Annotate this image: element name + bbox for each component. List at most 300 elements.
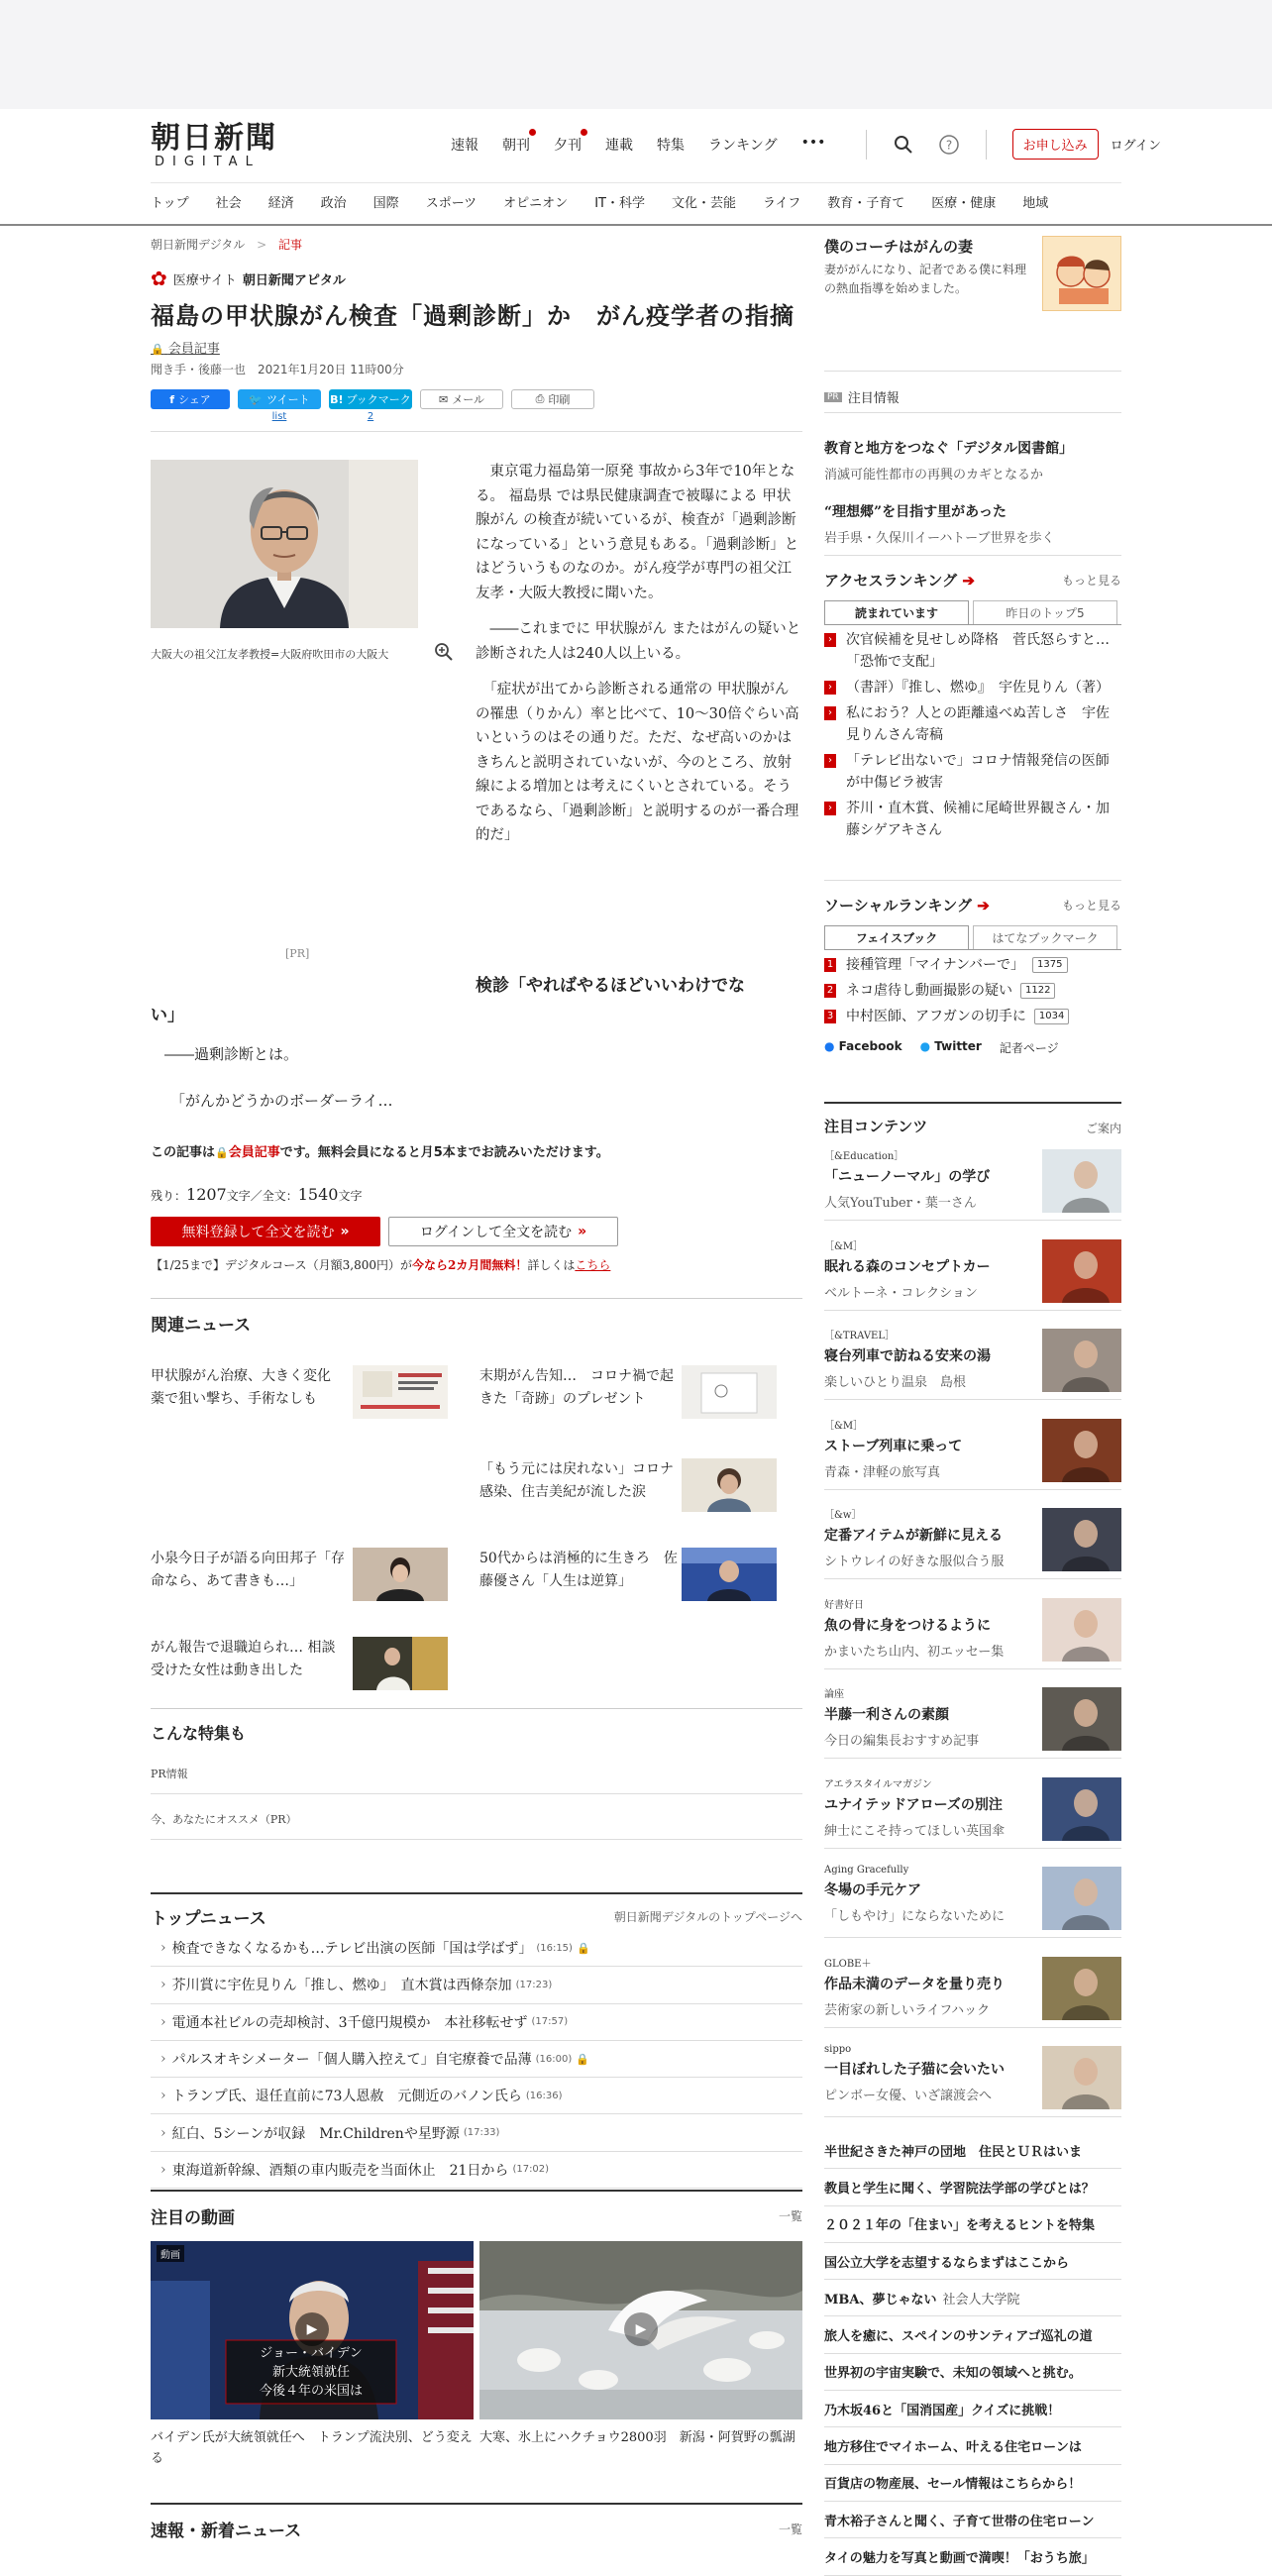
top-news-more-link[interactable]: 朝日新聞デジタルのトップページへ [613,1910,802,1924]
news-flash-more-link[interactable]: 一覧 [778,2522,802,2536]
chevron-right-icon: › [160,1940,166,1957]
remain-unit: 文字 [338,1189,363,1203]
top-ad-space [0,0,1272,109]
digital-highlight: 今なら2カ月間無料！ [411,1258,528,1272]
coach-illustration [1042,236,1121,311]
topnav-item[interactable] [708,135,778,155]
paywall-notice [151,1141,609,1160]
article-paragraph: ――これまでに 甲状腺がん またはがんの疑いと診断された人は240人以上いる。 [476,621,801,662]
main-nav-item[interactable]: IT・科学 [594,196,645,211]
access-ranking-item[interactable] [824,677,1121,698]
social-ranking [824,880,1121,1056]
top-news-item[interactable] [151,2004,802,2041]
sponsored-link-title: 旅人を癒に、スペインのサンティアゴ巡礼の道 [824,2329,1093,2345]
top-news-time: (16:00) [535,2053,573,2065]
search-icon[interactable] [891,132,916,158]
sponsored-link-title: タイの魅力を写真と動画で満喫！「おうち旅」 [824,2550,1095,2566]
features-heading: こんな特集も [151,1708,802,1744]
play-icon[interactable]: ▶ [624,2312,658,2346]
ranking-title: 中村医師、アフガンの切手に [846,1009,1026,1024]
content-subtitle: ピンボー女優、いざ譲渡会へ [824,2089,993,2103]
play-icon[interactable]: ▶ [295,2312,329,2346]
login-read-button[interactable] [388,1217,618,1246]
rank-marker-icon: › [824,754,836,768]
content-subtitle: 「しもやけ」にならないために [824,1909,1006,1924]
related-news-item[interactable] [479,1365,777,1425]
pr-tag: PR [824,392,842,402]
breadcrumb-sep: > [257,238,267,252]
hatena-count[interactable]: 2 [367,411,374,422]
chevron-right-icon: › [160,2013,166,2030]
access-ranking-item[interactable] [824,702,1121,746]
lock-icon: 🔒 [576,1941,590,1955]
related-news-item[interactable] [479,1548,777,1607]
featured-content-item[interactable] [824,1321,1121,1400]
related-news-item[interactable] [151,1365,448,1425]
tweet-label: ツイート [266,393,310,406]
featured-content-item[interactable] [824,1500,1121,1579]
content-subtitle: 青森・津軽の旅写真 [824,1464,941,1480]
article-photo[interactable] [151,460,418,628]
member-badge[interactable] [151,338,802,357]
sponsored-link-note: 社会人大学院 [942,2292,1020,2308]
zoom-icon[interactable] [434,642,454,666]
content-subtitle: 人気YouTuber・葉一さん [824,1196,977,1211]
login-read-label: ログインして全文を読む [419,1225,573,1240]
main-nav-item[interactable]: 政治 [320,196,347,211]
social-ranking-item[interactable] [824,954,1121,976]
videos-more-link[interactable]: 一覧 [778,2209,802,2223]
featured-content-item[interactable] [824,2038,1121,2117]
top-news-title: 東海道新幹線、酒類の車内販売を当面休止 21日から [171,2162,509,2179]
social-ranking-list [824,954,1121,1027]
top-news-item[interactable] [151,2041,802,2078]
featured-content-item[interactable] [824,1590,1121,1669]
rank-marker-icon: › [824,633,836,647]
lock-icon: 🔒 [215,1146,229,1159]
divider [866,130,867,160]
sponsor-line[interactable] [151,267,802,290]
content-title: 作品未満のデータを量り売り [824,1976,1005,1992]
topnav-label: ランキング [708,138,778,154]
hatena-label: ブックマーク [346,393,411,406]
facebook-share-button[interactable] [151,389,230,409]
reporter-page-link[interactable]: 記者ページ [999,1041,1059,1055]
featured-content-item[interactable] [824,1679,1121,1759]
sponsored-link[interactable] [824,2169,1121,2205]
main-nav-item[interactable]: オピニオン [503,196,569,211]
related-news-item[interactable] [479,1458,777,1518]
content-thumbnail [1042,1598,1121,1662]
featured-contents-title: 注目コンテンツ [824,1118,928,1135]
member-badge-label: 会員記事 [167,342,220,357]
top-news-time: (17:33) [463,2127,500,2139]
header-actions [852,129,1161,160]
news-flash-title: 速報・新着ニュース [151,2522,302,2541]
related-news-title: 「もう元には戻れない」コロナ感染、住吉美紀が流した涙 [479,1461,674,1500]
article-paragraph: 東京電力福島第一原発 事故から3年で10年となる。 福島県 では県民健康調査で被曝による 甲状腺がん の検査が続いているが、検査が「過剰診断になっている」という意見もある。「過剰診断」とはどういうものなのか。がん疫学が専門の祖父江友孝・大阪大教授に聞いた。 [476,464,799,601]
video-overlay-text: ジョー・バイデン 新大統領就任 今後４年の米国は [259,2346,363,2399]
top-news-item[interactable] [151,1967,802,2003]
answer-teaser: 「がんかどうかのボーダーライ… [170,1092,393,1110]
featured-content-item[interactable] [824,1949,1121,2028]
topnav-label: ••• [800,135,826,151]
content-thumbnail [1042,1419,1121,1482]
main-nav-item[interactable]: ライフ [762,196,801,211]
content-thumbnail [1042,1687,1121,1751]
arrow-right-icon: ➔ [977,897,990,914]
rank-marker-icon: › [824,681,836,695]
social-tabs [824,925,1121,950]
related-news-thumbnail [353,1637,448,1690]
content-tag: 論座 [824,1689,844,1700]
related-news-thumbnail [682,1365,777,1419]
top-news-item[interactable] [151,1930,802,1967]
content-subtitle: 紳士にこそ持ってほしい英国傘 [824,1823,1006,1839]
remain-count: 1207 [186,1185,227,1204]
promo-item[interactable] [824,501,1121,546]
related-news-item[interactable] [151,1548,448,1607]
remain-label: 残り： [151,1189,187,1203]
tab-facebook[interactable]: フェイスブック [824,925,969,949]
content-title: 冬場の手元ケア [824,1882,921,1898]
sponsored-link[interactable] [824,2243,1121,2280]
content-title: 一目ぼれした子猫に会いたい [824,2062,1005,2078]
access-ranking [824,555,1121,841]
tab-hatena[interactable]: はてなブックマーク [973,925,1117,949]
signup-button[interactable]: お申し込み [1012,129,1099,160]
topnav-item[interactable] [801,135,826,155]
content-thumbnail [1042,2046,1121,2109]
breadcrumb-home[interactable]: 朝日新聞デジタル [151,238,246,252]
print-button[interactable] [511,389,594,409]
sidebar [824,236,1121,2566]
promo-sub: 岩手県・久保川イーハトーブ世界を歩く [824,531,1055,546]
tab-yesterday-top5[interactable]: 昨日のトップ5 [973,600,1117,624]
sponsored-link-title: ２０２１年の「住まい」を考えるヒントを特集 [824,2218,1096,2234]
remaining-chars [151,1185,362,1204]
sponsored-link[interactable] [824,2280,1121,2316]
pr-label: [PR] [285,947,310,960]
sponsored-link-title: 教員と学生に聞く、学習院法学部の学びとは？ [824,2181,1095,2197]
social-ranking-heading [824,895,1121,915]
content-title: ストーブ列車に乗って [824,1438,963,1454]
main-nav-item[interactable]: 教育・子育て [827,196,905,211]
videos-title: 注目の動画 [151,2208,235,2228]
featured-content-item[interactable] [824,1232,1121,1311]
access-ranking-item[interactable] [824,629,1121,673]
divider [986,130,987,160]
content-title: ユナイテッドアローズの別注 [824,1796,1003,1813]
content-thumbnail [1042,1329,1121,1392]
related-news-title: 50代からは消極的に生きろ 佐藤優さん「人生は逆算」 [479,1551,678,1589]
top-nav [451,135,849,155]
twitter-link-label: Twitter [934,1039,982,1053]
free-register-button[interactable] [151,1217,380,1246]
tab-most-read[interactable]: 読まれています [824,600,969,624]
digital-link[interactable]: こちら [575,1258,611,1272]
rank-number: 2 [824,984,836,998]
promo-title: 教育と地方をつなぐ「デジタル図書館」 [824,441,1074,457]
help-icon[interactable] [936,132,962,158]
ranking-title: （書評）『推し、燃ゆ』 宇佐見りん（著） [846,680,1110,696]
content-subtitle: シトウレイの好きな服似合う服 [824,1555,1005,1569]
hatena-bookmark-button[interactable] [329,389,412,422]
double-chevron-icon: » [340,1224,350,1239]
digital-pre: 【1/25まで】デジタルコース（月額3,800円）が [151,1258,412,1272]
site-header [0,109,1272,226]
access-more-link[interactable]: もっと見る [1061,574,1121,588]
rank-number: 3 [824,1010,836,1023]
sponsored-link-title: 世界初の宇宙実験で、未知の領域へと挑む。 [824,2366,1082,2382]
twitter-icon: ● [919,1039,931,1053]
related-news-item[interactable] [151,1637,448,1696]
byline: 聞き手・後藤一也 2021年1月20日 11時00分 [151,363,404,376]
divider [151,431,802,432]
social-ranking-item[interactable] [824,980,1121,1002]
main-nav [151,192,1075,211]
top-news-item[interactable] [151,2114,802,2151]
top-news-item[interactable] [151,2152,802,2189]
article-paragraph: 「症状が出てから診断される通常の 甲状腺がん の罹患（りかん）率と比べて、10～30倍ぐらい高いというのはその通りだ。ただ、なぜ高いのかはきちんと説明されていないが、今のところ、放射線による増加とは考えにくいとされている。そうであるなら、「過剰診断」と説明するのが一番合理的だ」 [476,682,799,843]
related-news-title: 甲状腺がん治療、大きく変化 薬で狙い撃ち、手術なしも [151,1368,345,1407]
mail-button[interactable] [420,389,503,409]
content-thumbnail [1042,1239,1121,1303]
content-thumbnail [1042,1957,1121,2020]
topnav-label: 連載 [605,138,633,154]
article-column [151,236,802,2541]
ranking-title: 芥川・直木賞、候補に尾崎世界観さん・加藤シゲアキさん [846,801,1110,838]
related-news-thumbnail [682,1458,777,1512]
content-tag: sippo [824,2044,852,2055]
social-links [824,1039,1121,1056]
share-count: 1375 [1032,957,1067,973]
access-ranking-title: アクセスランキング [824,572,958,590]
share-count: 1034 [1034,1009,1069,1024]
ranking-title: 「テレビ出ないで」コロナ情報発信の医師が中傷ビラ被害 [846,753,1110,791]
video-thumbnail[interactable] [151,2241,474,2419]
hatena-icon: B! [330,392,344,406]
main-nav-item[interactable]: 国際 [372,196,399,211]
top-news-item[interactable] [151,2078,802,2114]
breadcrumb [151,236,802,253]
content-thumbnail [1042,1149,1121,1213]
rank-number: 1 [824,958,836,972]
breadcrumb-current[interactable]: 記事 [278,238,303,252]
facebook-icon: f [169,392,174,406]
apital-logo-icon: ✿ [151,267,167,290]
featured-contents-heading [824,1102,1121,1136]
digital-post: 詳しくは [527,1258,576,1272]
sponsored-link[interactable] [824,2502,1121,2538]
top-news-time: (16:36) [525,2090,563,2101]
facebook-link[interactable] [824,1039,902,1056]
chevron-right-icon: › [160,2124,166,2141]
sponsored-link[interactable] [824,2427,1121,2464]
social-more-link[interactable]: もっと見る [1061,899,1121,912]
sponsored-link-title: MBA、夢じゃない [824,2292,937,2308]
main-nav-item[interactable]: 経済 [267,196,294,211]
svg-text:?: ? [945,138,952,152]
coach-promo[interactable] [824,236,1121,315]
sponsored-link[interactable] [824,2206,1121,2243]
social-ranking-item[interactable] [824,1006,1121,1027]
facebook-icon: ● [824,1039,835,1053]
notice-section [824,371,1121,406]
digital-course-promo [151,1256,610,1273]
lock-icon: 🔒 [576,2052,589,2066]
content-tag: Aging Gracefully [824,1865,909,1876]
tweet-button[interactable] [238,389,321,422]
ranking-title: ネコ虐待し動画撮影の疑い [846,983,1012,999]
top-news-title: 検査できなくなるかも…テレビ出演の医師「国は学ばず」 [171,1941,533,1958]
facebook-share-label: シェア [178,393,211,406]
featured-content-item[interactable] [824,1411,1121,1490]
login-button[interactable]: ログイン [1110,139,1161,154]
coach-title: 僕のコーチはがんの妻 [824,238,974,256]
lock-icon: 🔒 [151,343,164,356]
video-thumbnail[interactable] [479,2241,802,2419]
sponsored-link-title: 乃木坂46と「国消国産」クイズに挑戦！ [824,2403,1061,2418]
sponsored-link[interactable] [824,2538,1121,2575]
paywall-post: です。無料会員になると月5本までお読みいただけます。 [279,1145,609,1160]
twitter-icon: 🐦 [249,392,264,406]
sponsored-link[interactable] [824,2391,1121,2427]
video-tag: 動画 [157,2245,184,2262]
featured-contents-guide[interactable]: ご案内 [1085,1122,1121,1135]
video-caption[interactable]: 大寒、氷上にハクチョウ2800羽 新潟・阿賀野の瓢湖 [479,2430,795,2445]
top-news-title: 電通本社ビルの売却検討、3千億円規模か 本社移転せず [171,2014,528,2031]
logo-sub: DIGITAL [155,155,261,169]
content-tag: 好書好日 [824,1599,864,1611]
access-ranking-list [824,629,1121,841]
topnav-item[interactable] [554,135,582,155]
paywall-pre: この記事は [151,1145,216,1160]
logo-main: 朝日新聞 [151,121,277,156]
sponsored-link-title: 国公立大学を志望するならまずはここから [824,2255,1070,2271]
sponsored-link[interactable] [824,2354,1121,2391]
content-thumbnail [1042,1508,1121,1571]
video-caption[interactable]: バイデン氏が大統領就任へ トランプ流決別、どう変える [151,2430,473,2466]
content-title: 定番アイテムが新鮮に見える [824,1528,1004,1544]
new-dot-icon [529,129,536,136]
related-news-thumbnail [353,1365,448,1419]
content-title: 眠れる森のコンセプトカー [824,1258,991,1275]
top-news-time: (17:23) [515,1979,553,1990]
content-subtitle: かまいたち山内、初エッセー集 [824,1644,1005,1660]
facebook-link-label: Facebook [838,1039,902,1053]
site-logo[interactable] [151,123,279,169]
chevron-right-icon: › [160,1977,166,1993]
content-tag: ［&Education］ [824,1151,904,1162]
print-label: 印刷 [548,393,571,406]
nav-divider [151,182,1121,183]
share-bar [151,389,802,422]
ranking-title: 接種管理「マイナンバーで」 [846,957,1025,973]
content-tag: ［&M］ [824,1240,864,1252]
related-news-title: 末期がん告知… コロナ禍で起きた「奇跡」のプレゼント [479,1368,674,1407]
chevron-right-icon: › [160,2051,166,2068]
featured-content-item[interactable] [824,1141,1121,1221]
content-tag: アエラスタイルマガジン [824,1778,932,1790]
content-tag: ［&w］ [824,1510,862,1521]
sponsored-link-title: 青木裕子さんと聞く、子育て世帯の住宅ローン [824,2514,1095,2529]
top-news-heading [151,1892,802,1929]
ranking-title: 私におう？人との距離遠べぬ苦しさ 宇佐見りんさん寄稿 [846,705,1110,743]
top-news-title: トップニュース [151,1909,266,1929]
topnav-label: 夕刊 [554,138,582,154]
content-title: 魚の骨に身をつけるように [824,1617,991,1634]
top-news-title: 紅白、5シーンが収録 Mr.Childrenや星野源 [171,2125,460,2142]
content-subtitle: 楽しいひとり温泉 島根 [824,1375,967,1390]
content-thumbnail [1042,1777,1121,1841]
topnav-label: 朝刊 [502,138,530,154]
chevron-right-icon: › [160,2088,166,2104]
topnav-label: 速報 [451,138,478,154]
chevron-right-icon: › [160,2161,166,2178]
promo-sub: 消滅可能性都市の再興のカギとなるか [824,468,1044,483]
topnav-item[interactable] [502,135,530,155]
videos-heading [151,2190,802,2228]
sponsored-link[interactable] [824,2132,1121,2169]
sponsor-label: 医療サイト [172,272,237,288]
subheading: 検診「やればやるほどいいわけでな [476,976,745,996]
related-news-thumbnail [682,1548,777,1601]
sponsored-link[interactable] [824,2317,1121,2354]
arrow-right-icon: ➔ [962,572,975,590]
top-news-time: (17:02) [512,2164,550,2176]
main-nav-item[interactable]: 医療・健康 [931,196,997,211]
headline: 福島の甲状腺がん検査「過剰診断」か がん疫学者の指摘 [151,301,795,330]
featured-content-item[interactable] [824,1859,1121,1938]
sponsored-link-title: 地方移住でマイホーム、叶える住宅ローンは [824,2440,1082,2456]
main-nav-item[interactable]: 文化・芸能 [671,196,736,211]
sponsor-name: 朝日新聞アピタル [242,272,346,288]
main-nav-item[interactable]: トップ [151,196,189,211]
topnav-item[interactable] [657,135,685,155]
content-tag: ［&TRAVEL］ [824,1331,895,1342]
top-news-title: 芥川賞に宇佐見りん「推し、燃ゆ」 直木賞は西條奈加 [171,1978,512,1994]
mail-label: メール [452,393,484,406]
new-dot-icon [581,129,587,136]
social-ranking-title: ソーシャルランキング [824,897,972,914]
article-body [476,460,802,860]
sponsored-link[interactable] [824,2465,1121,2502]
topnav-item[interactable] [605,135,633,155]
rank-marker-icon: › [824,706,836,720]
top-news-list [151,1930,802,2189]
topnav-item[interactable] [451,135,478,155]
main-nav-item[interactable]: スポーツ [425,196,477,211]
pr-info-link[interactable]: PR情報 [151,1766,802,1794]
photo-caption: 大阪大の祖父江友孝教授=大阪府吹田市の大阪大 [151,648,389,661]
paywall-member: 会員記事 [228,1145,280,1160]
main-nav-item[interactable]: 社会 [215,196,242,211]
top-news-title: トランプ氏、退任直前に73人恩赦 元側近のバノン氏ら [171,2089,522,2105]
access-ranking-item[interactable] [824,750,1121,794]
total-count: 1540 [297,1185,339,1204]
access-ranking-item[interactable] [824,798,1121,841]
content-subtitle: ベルトーネ・コレクション [824,1285,978,1301]
twitter-link[interactable] [920,1039,982,1056]
recommended-pr-link[interactable]: 今、あなたにオススメ（PR） [151,1811,802,1840]
content-title: 半藤一利さんの素顔 [824,1707,949,1723]
promo-item[interactable] [824,438,1121,483]
related-news-title: 小泉今日子が語る向田邦子「存命なら、あて書きも…」 [151,1551,345,1589]
main-nav-item[interactable]: 地域 [1022,196,1049,211]
tweet-count[interactable]: list [271,411,287,422]
featured-content-item[interactable] [824,1770,1121,1849]
